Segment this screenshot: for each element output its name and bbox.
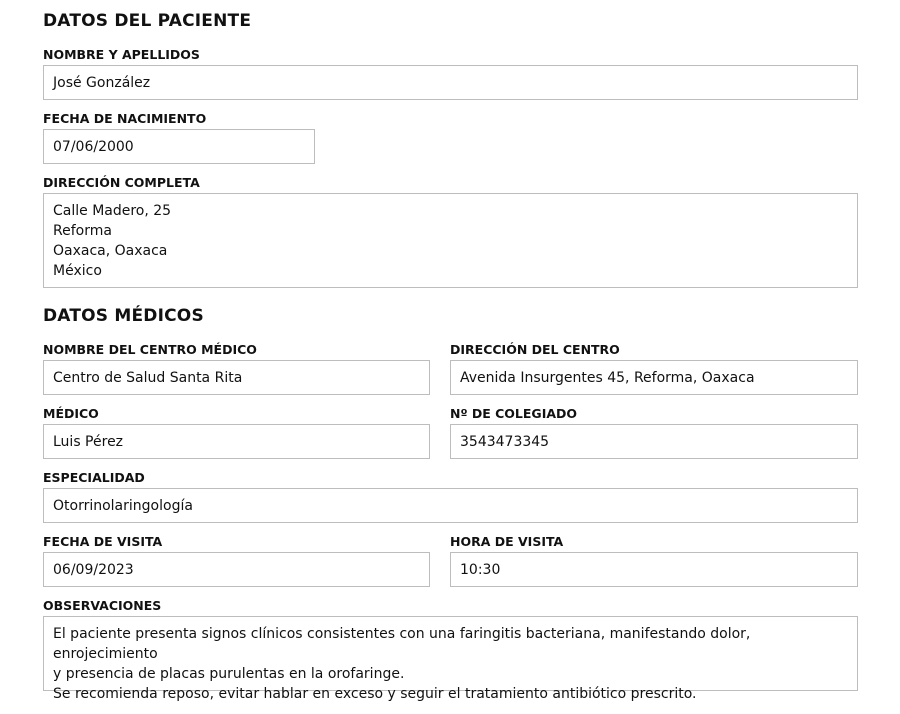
- observations-label: OBSERVACIONES: [43, 598, 162, 613]
- section-title-medical: DATOS MÉDICOS: [43, 306, 204, 326]
- visit-date-field[interactable]: 06/09/2023: [43, 552, 430, 587]
- section-title-patient: DATOS DEL PACIENTE: [43, 11, 252, 31]
- visit-time-label: HORA DE VISITA: [450, 534, 564, 549]
- specialty-label: ESPECIALIDAD: [43, 470, 145, 485]
- visit-date-label: FECHA DE VISITA: [43, 534, 163, 549]
- observations-field[interactable]: El paciente presenta signos clínicos consistentes con una faringitis bacteriana, manifestando dolor, enrojecimiento y presencia de placas purulentas en la orofaringe. Se recomienda reposo, evitar hablar en exceso y seguir el tratamiento antibiótico prescrito.: [43, 616, 858, 691]
- birth-date-field[interactable]: 07/06/2000: [43, 129, 315, 164]
- patient-name-field[interactable]: José González: [43, 65, 858, 100]
- specialty-field[interactable]: Otorrinolaringología: [43, 488, 858, 523]
- doctor-field[interactable]: Luis Pérez: [43, 424, 430, 459]
- center-address-label: DIRECCIÓN DEL CENTRO: [450, 342, 620, 357]
- doctor-label: MÉDICO: [43, 406, 99, 421]
- birth-date-label: FECHA DE NACIMIENTO: [43, 111, 207, 126]
- license-number-field[interactable]: 3543473345: [450, 424, 858, 459]
- center-address-field[interactable]: Avenida Insurgentes 45, Reforma, Oaxaca: [450, 360, 858, 395]
- address-label: DIRECCIÓN COMPLETA: [43, 175, 200, 190]
- address-field[interactable]: Calle Madero, 25 Reforma Oaxaca, Oaxaca México: [43, 193, 858, 288]
- medical-center-field[interactable]: Centro de Salud Santa Rita: [43, 360, 430, 395]
- visit-time-field[interactable]: 10:30: [450, 552, 858, 587]
- patient-name-label: NOMBRE Y APELLIDOS: [43, 47, 200, 62]
- medical-center-label: NOMBRE DEL CENTRO MÉDICO: [43, 342, 257, 357]
- license-number-label: Nº DE COLEGIADO: [450, 406, 578, 421]
